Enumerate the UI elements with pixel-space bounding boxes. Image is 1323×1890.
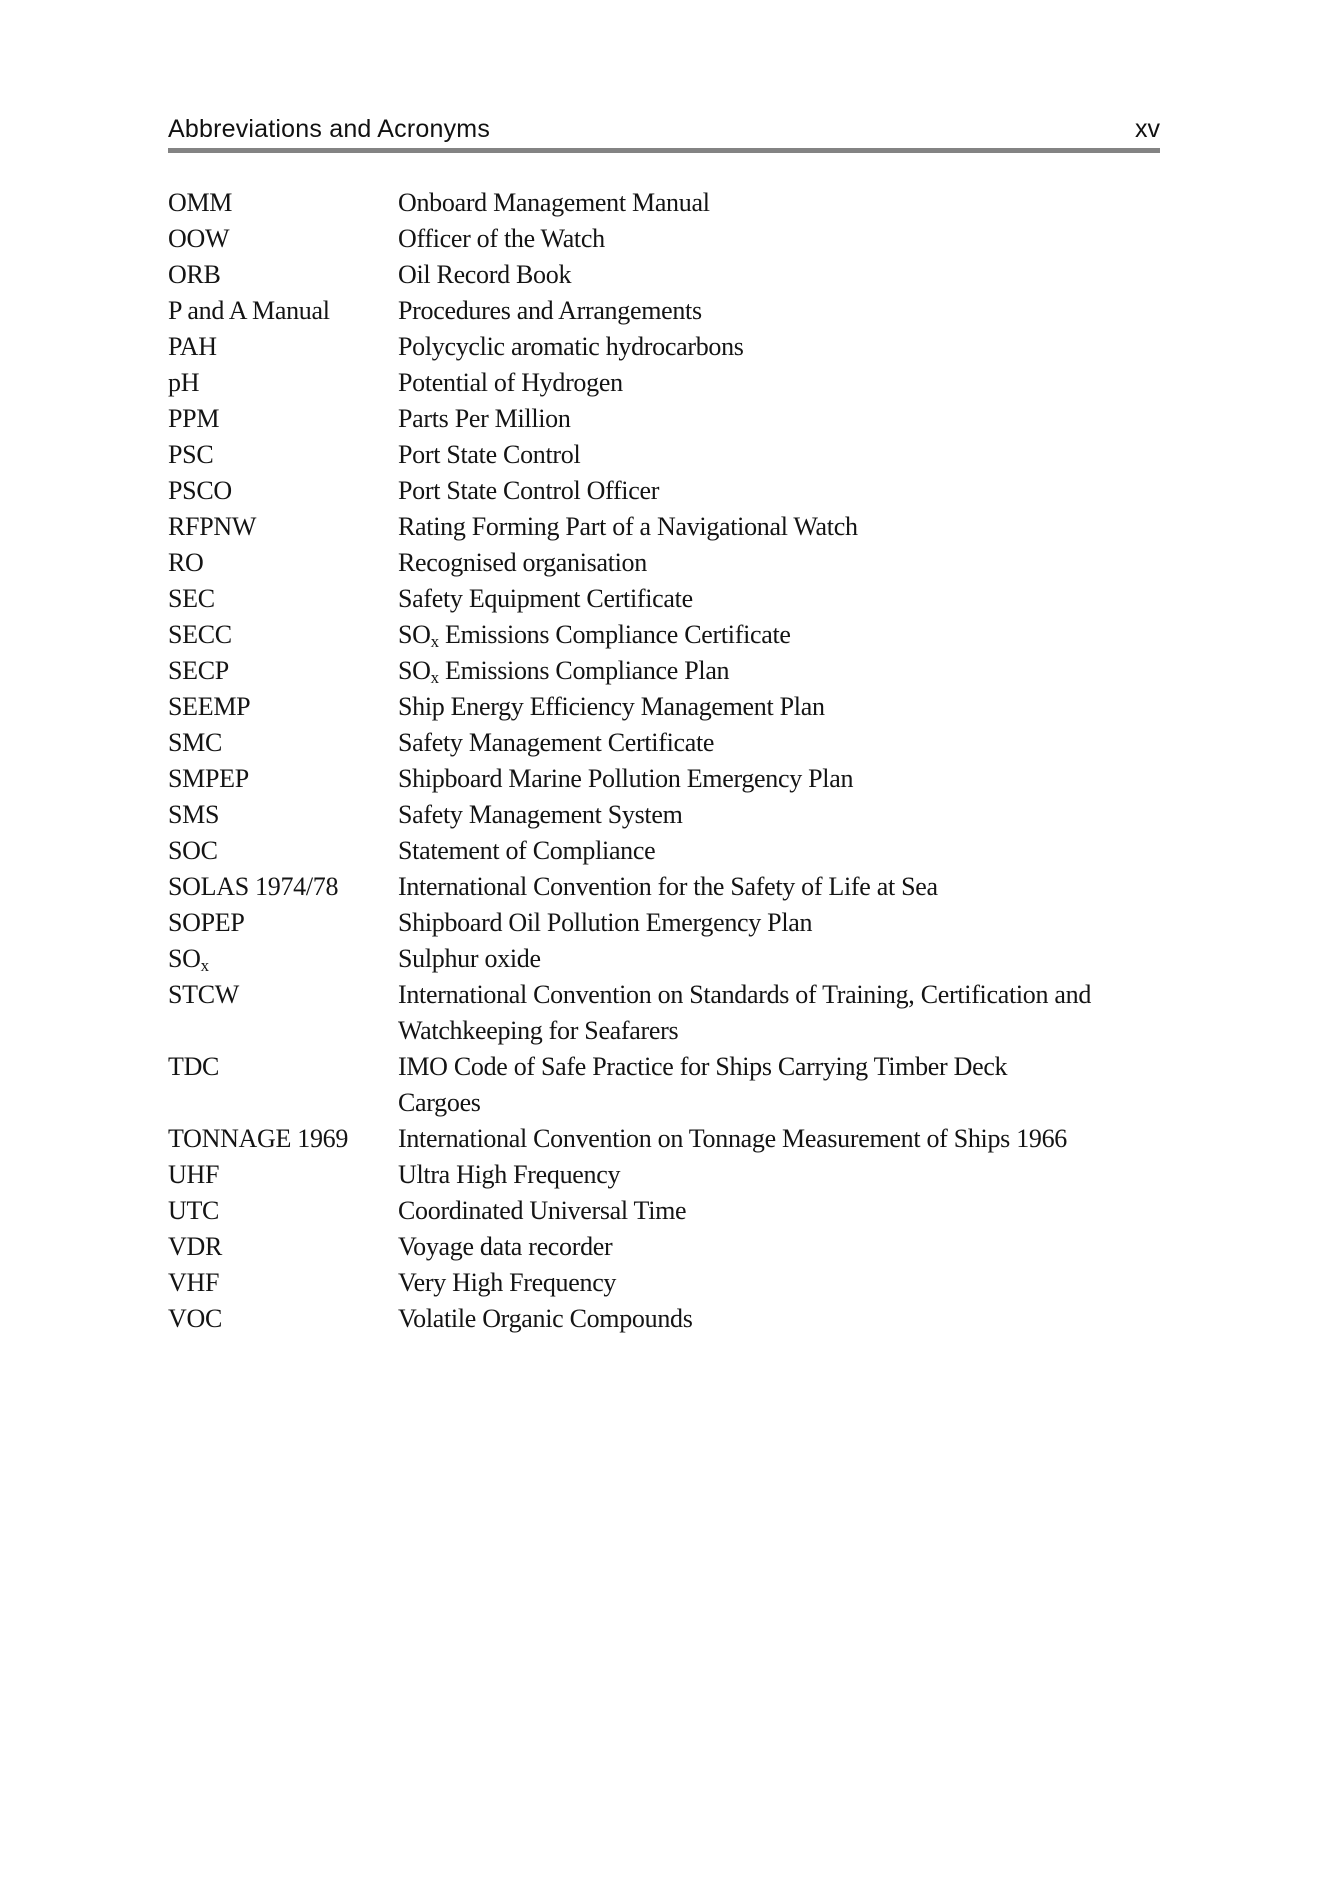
- definition-line: Procedures and Arrangements: [398, 296, 702, 325]
- abbreviation-term: SECP: [168, 656, 229, 685]
- abbreviation-row: [168, 545, 1248, 581]
- definition-line: Ultra High Frequency: [398, 1160, 621, 1189]
- abbreviation-definition: [398, 797, 1248, 833]
- abbreviation-definition: [398, 185, 1248, 221]
- abbreviation-term: PSC: [168, 440, 214, 469]
- abbreviation-row: [168, 761, 1248, 797]
- abbreviation-definition: [398, 905, 1248, 941]
- abbreviation-definition: [398, 545, 1248, 581]
- definition-line: Cargoes: [398, 1088, 481, 1117]
- definition-line: Watchkeeping for Seafarers: [398, 1016, 679, 1045]
- abbreviation-definition: [398, 1157, 1248, 1193]
- abbreviation-term: SOLAS 1974/78: [168, 872, 339, 901]
- abbreviation-term: STCW: [168, 980, 240, 1009]
- abbreviation-row: [168, 509, 1248, 545]
- abbreviation-row: [168, 653, 1248, 689]
- definition-line: International Convention on Tonnage Measurement of Ships 1966: [398, 1124, 1067, 1153]
- abbreviation-term: PSCO: [168, 476, 232, 505]
- abbreviation-definition: [398, 509, 1248, 545]
- definition-line: Recognised organisation: [398, 548, 647, 577]
- running-head-title: Abbreviations and Acronyms: [168, 115, 491, 143]
- definition-line: Voyage data recorder: [398, 1232, 613, 1261]
- abbreviation-row: [168, 257, 1248, 293]
- abbreviation-term: pH: [168, 368, 200, 397]
- definition-line: Shipboard Marine Pollution Emergency Plan: [398, 764, 854, 793]
- definition-line: IMO Code of Safe Practice for Ships Carrying Timber Deck: [398, 1052, 1008, 1081]
- abbreviation-definition: [398, 617, 1248, 653]
- abbreviation-row: [168, 293, 1248, 329]
- definition-line: $SO_x$ Emissions Compliance Plan: [398, 656, 730, 687]
- abbreviation-definition: [398, 689, 1248, 725]
- definition-line: Coordinated Universal Time: [398, 1196, 687, 1225]
- abbreviation-definition: [398, 1265, 1248, 1301]
- abbreviation-term: $SO_x$: [168, 944, 209, 975]
- abbreviation-definition: [398, 257, 1248, 293]
- abbreviation-definition: [398, 365, 1248, 401]
- abbreviation-term: ORB: [168, 260, 221, 289]
- definition-line: Potential of Hydrogen: [398, 368, 623, 397]
- definition-line: Onboard Management Manual: [398, 188, 710, 217]
- abbreviation-term: TONNAGE 1969: [168, 1124, 349, 1153]
- abbreviation-term: RO: [168, 548, 204, 577]
- abbreviation-definition: [398, 401, 1248, 437]
- definition-line: Safety Management Certificate: [398, 728, 715, 757]
- abbreviation-row: [168, 833, 1248, 869]
- abbreviation-term: SECC: [168, 620, 232, 649]
- page-header: [168, 114, 1160, 144]
- abbreviation-definition: [398, 977, 1248, 1049]
- abbreviation-row: [168, 617, 1248, 653]
- definition-line: International Convention on Standards of Training, Certification and: [398, 980, 1092, 1009]
- abbreviation-definition: [398, 221, 1248, 257]
- abbreviation-row: [168, 437, 1248, 473]
- abbreviation-term: SOPEP: [168, 908, 245, 937]
- abbreviation-row: [168, 581, 1248, 617]
- abbreviation-row: [168, 1265, 1248, 1301]
- abbreviation-definition: [398, 941, 1248, 977]
- definition-line: Ship Energy Efficiency Management Plan: [398, 692, 825, 721]
- abbreviation-term: PAH: [168, 332, 217, 361]
- abbreviation-term: UHF: [168, 1160, 220, 1189]
- definition-line: Polycyclic aromatic hydrocarbons: [398, 332, 744, 361]
- abbreviation-term: SEEMP: [168, 692, 251, 721]
- abbreviation-definition: [398, 725, 1248, 761]
- abbreviation-term: SMS: [168, 800, 220, 829]
- definition-line: Volatile Organic Compounds: [398, 1304, 693, 1333]
- abbreviation-term: OOW: [168, 224, 230, 253]
- abbreviation-row: [168, 977, 1248, 1049]
- definition-line: Safety Management System: [398, 800, 683, 829]
- abbreviation-definition: [398, 1301, 1248, 1337]
- definition-line: Sulphur oxide: [398, 944, 541, 973]
- abbreviation-definition: [398, 1049, 1248, 1121]
- abbreviation-term: VOC: [168, 1304, 222, 1333]
- abbreviation-row: [168, 1193, 1248, 1229]
- abbreviation-term: UTC: [168, 1196, 220, 1225]
- abbreviation-definition: [398, 869, 1248, 905]
- abbreviation-row: [168, 905, 1248, 941]
- abbreviation-row: [168, 1301, 1248, 1337]
- abbreviation-row: [168, 221, 1248, 257]
- abbreviation-row: [168, 1157, 1248, 1193]
- abbreviation-row: [168, 1049, 1248, 1121]
- abbreviation-row: [168, 401, 1248, 437]
- abbreviation-term: OMM: [168, 188, 233, 217]
- abbreviation-definition: [398, 653, 1248, 689]
- abbreviation-definition: [398, 761, 1248, 797]
- abbreviation-row: [168, 689, 1248, 725]
- abbreviation-term: RFPNW: [168, 512, 257, 541]
- abbreviation-definition: [398, 1229, 1248, 1265]
- abbreviation-term: VDR: [168, 1232, 222, 1261]
- abbreviation-row: [168, 797, 1248, 833]
- definition-line: Officer of the Watch: [398, 224, 605, 253]
- abbreviation-definition: [398, 1121, 1248, 1157]
- abbreviation-definition: [398, 833, 1248, 869]
- abbreviation-term: TDC: [168, 1052, 220, 1081]
- definition-line: International Convention for the Safety of Life at Sea: [398, 872, 938, 901]
- abbreviation-definition: [398, 1193, 1248, 1229]
- definition-line: Safety Equipment Certificate: [398, 584, 693, 613]
- abbreviation-definition: [398, 437, 1248, 473]
- abbreviation-definition: [398, 581, 1248, 617]
- definition-line: Shipboard Oil Pollution Emergency Plan: [398, 908, 813, 937]
- abbreviation-term: SMC: [168, 728, 223, 757]
- abbreviation-term: P and A Manual: [168, 296, 330, 325]
- abbreviation-term: PPM: [168, 404, 220, 433]
- definition-line: Statement of Compliance: [398, 836, 656, 865]
- abbreviation-definition: [398, 329, 1248, 365]
- abbreviation-row: [168, 365, 1248, 401]
- abbreviation-term: SOC: [168, 836, 218, 865]
- abbreviation-row: [168, 725, 1248, 761]
- abbreviation-term: SMPEP: [168, 764, 249, 793]
- abbreviation-term: VHF: [168, 1268, 220, 1297]
- abbreviation-term: SEC: [168, 584, 215, 613]
- abbreviation-row: [168, 329, 1248, 365]
- abbreviation-row: [168, 185, 1248, 221]
- abbreviation-row: [168, 473, 1248, 509]
- definition-line: $SO_x$ Emissions Compliance Certificate: [398, 620, 791, 651]
- abbreviation-definition: [398, 473, 1248, 509]
- abbreviation-row: [168, 1121, 1248, 1157]
- definition-line: Oil Record Book: [398, 260, 572, 289]
- definition-line: Rating Forming Part of a Navigational Watch: [398, 512, 858, 541]
- definition-line: Very High Frequency: [398, 1268, 617, 1297]
- page-number: xv: [1135, 115, 1160, 143]
- definition-line: Port State Control Officer: [398, 476, 660, 505]
- abbreviation-definition: [398, 293, 1248, 329]
- abbreviation-row: [168, 1229, 1248, 1265]
- abbreviation-row: [168, 869, 1248, 905]
- definition-line: Port State Control: [398, 440, 581, 469]
- abbreviation-list: [168, 185, 1248, 1337]
- header-rule: [168, 148, 1160, 153]
- definition-line: Parts Per Million: [398, 404, 571, 433]
- abbreviation-row: [168, 941, 1248, 977]
